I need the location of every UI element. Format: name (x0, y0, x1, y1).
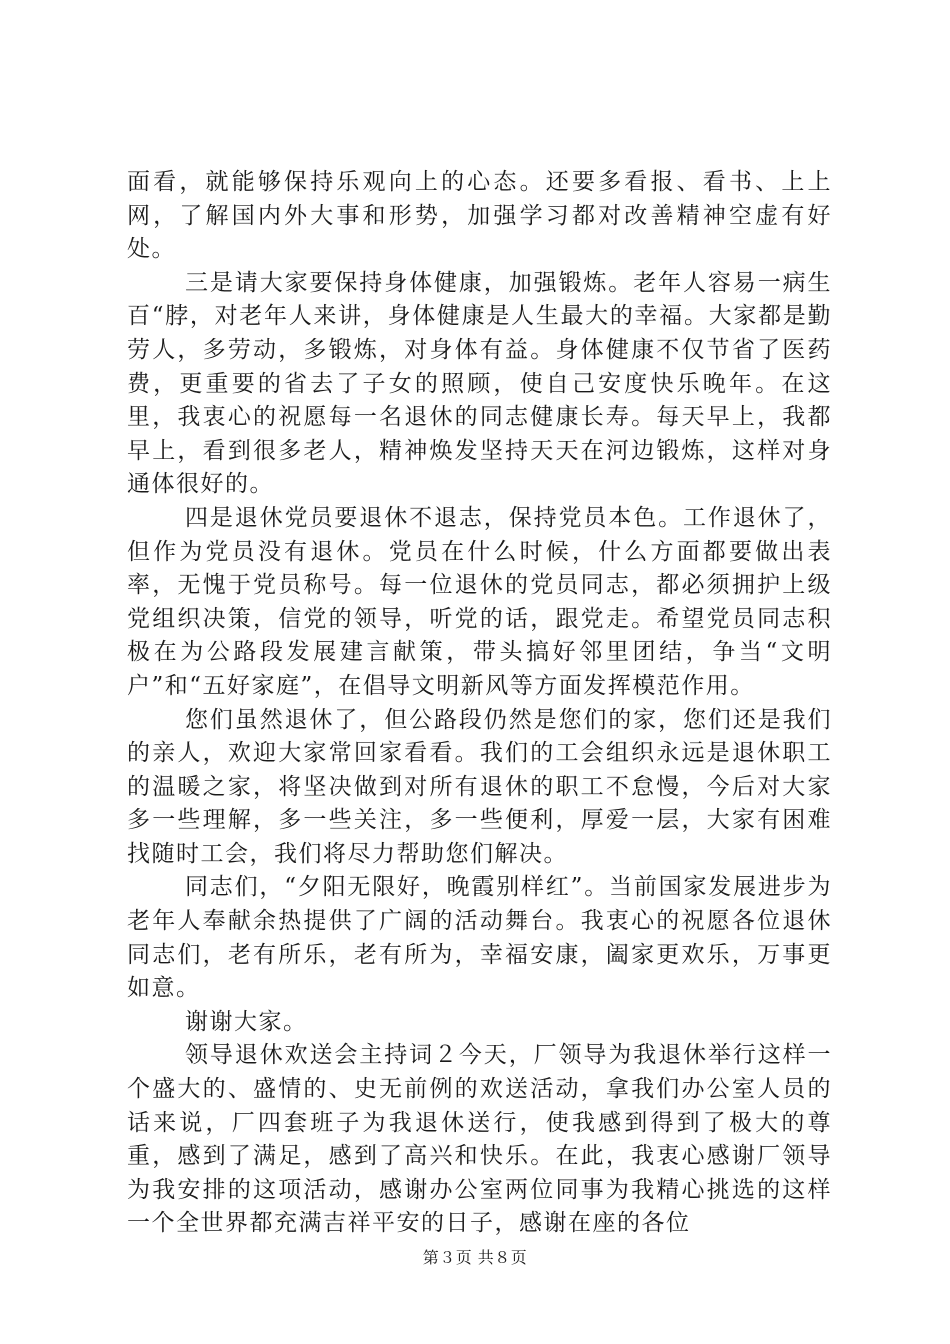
page-number-footer: 第３页 共８页 (422, 1248, 528, 1267)
paragraph-4: 您们虽然退休了，但公路段仍然是您们的家，您们还是我们的亲人，欢迎大家常回家看看。我们的工会组织永远是退休职工的温暖之家，将坚决做到对所有退休的职工不怠慢，今后对大家多一些理解，多一些关注，多一些便利，厚爱一层，大家有困难找随时工会，我们将尽力帮助您们解决。 (127, 706, 832, 867)
document-body (127, 166, 832, 1241)
paragraph-1: 面看，就能够保持乐观向上的心态。还要多看报、看书、上上网，了解国内外大事和形势，加强学习都对改善精神空虚有好处。 (127, 169, 832, 263)
paragraph-5: 同志们，“夕阳无限好，晚霞别样红”。当前国家发展进步为老年人奉献余热提供了广阔的活动舞台。我衷心的祝愿各位退休同志们，老有所乐，老有所为，幸福安康，阖家更欢乐，万事更如意。 (127, 874, 832, 1002)
paragraph-7: 领导退休欢送会主持词２今天，厂领导为我退休举行这样一个盛大的、盛情的、史无前例的欢送活动，拿我们办公室人员的话来说，厂四套班子为我退休送行，使我感到得到了极大的尊重，感到了满足，感到了高兴和快乐。在此，我衷心感谢厂领导为我安排的这项活动，感谢办公室两位同事为我精心挑选的这样一个全世界都充满吉祥平安的日子，感谢在座的各位 (127, 1042, 832, 1237)
paragraph-2: 三是请大家要保持身体健康，加强锻炼。老年人容易一病生百“脖，对老年人来讲，身体健康是人生最大的幸福。大家都是勤劳人，多劳动，多锻炼，对身体有益。身体健康不仅节省了医药费，更重要的省去了子女的照顾，使自己安度快乐晚年。在这里，我衷心的祝愿每一名退休的同志健康长寿。每天早上，我都早上，看到很多老人，精神焕发坚持天天在河边锻炼，这样对身通体很好的。 (127, 269, 832, 498)
paragraph-3: 四是退休党员要退休不退志，保持党员本色。工作退休了，但作为党员没有退休。党员在什么时候，什么方面都要做出表率，无愧于党员称号。每一位退休的党员同志，都必须拥护上级党组织决策，信党的领导，听党的话，跟党走。希望党员同志积极在为公路段发展建言献策，带头搞好邻里团结，争当“文明户”和“五好家庭”，在倡导文明新风等方面发挥模范作用。 (127, 504, 832, 699)
paragraph-6: 谢谢大家。 (185, 1008, 308, 1035)
